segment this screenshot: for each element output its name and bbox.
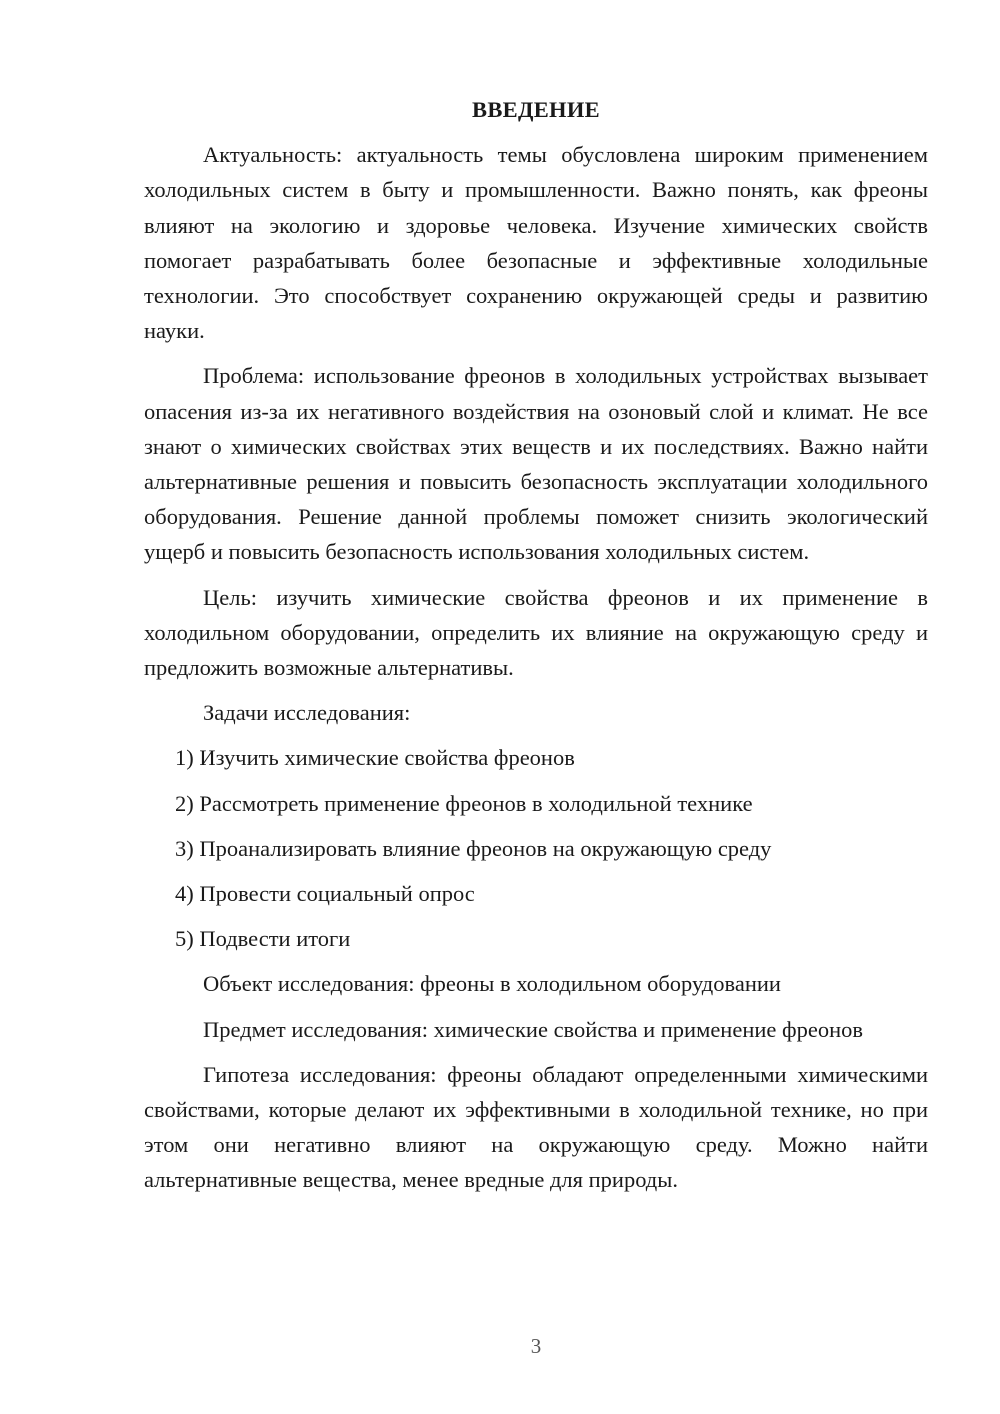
document-body [144,92,928,1208]
problem-paragraph: Проблема: использование фреонов в холодильных устройствах вызывает опасения из-за их негативного воздействия на озоновый слой и климат. Не все знают о химических свойствах этих веществ и их последствиях. Важно найти альтернативные решения и повысить безопасность эксплуатации холодильного оборудования. Решение данной проблемы поможет снизить экологический ущерб и повысить безопасность использования холодильных систем. [144,363,928,565]
page-number: 3 [530,1334,542,1358]
object-line: Объект исследования: фреоны в холодильном оборудовании [203,971,781,997]
task-item: 1) Изучить химические свойства фреонов [175,745,575,771]
relevance-paragraph: Актуальность: актуальность темы обусловлена широким применением холодильных систем в быту и промышленности. Важно понять, как фреоны влияют на экологию и здоровье человека. Изучение химических свойств помогает разрабатывать более безопасные и эффективные холодильные технологии. Это способствует сохранению окружающей среды и развитию науки. [144,142,928,344]
section-title: ВВЕДЕНИЕ [472,97,600,122]
hypothesis-paragraph: Гипотеза исследования: фреоны обладают определенными химическими свойствами, которые делают их эффективными в холодильной технике, но при этом они негативно влияют на окружающую среду. Можно найти альтернативные вещества, менее вредные для природы. [144,1061,928,1193]
tasks-heading: Задачи исследования: [203,700,411,726]
goal-paragraph: Цель: изучить химические свойства фреонов и их применение в холодильном оборудовании, определить их влияние на окружающую среду и предложить возможные альтернативы. [144,584,928,681]
task-item: 4) Провести социальный опрос [175,881,475,907]
task-item: 5) Подвести итоги [175,926,351,952]
task-item: 3) Проанализировать влияние фреонов на окружающую среду [175,835,772,861]
tasks-list [144,740,928,956]
subject-line: Предмет исследования: химические свойства и применение фреонов [203,1016,864,1042]
task-item: 2) Рассмотреть применение фреонов в холодильной технике [175,790,753,816]
